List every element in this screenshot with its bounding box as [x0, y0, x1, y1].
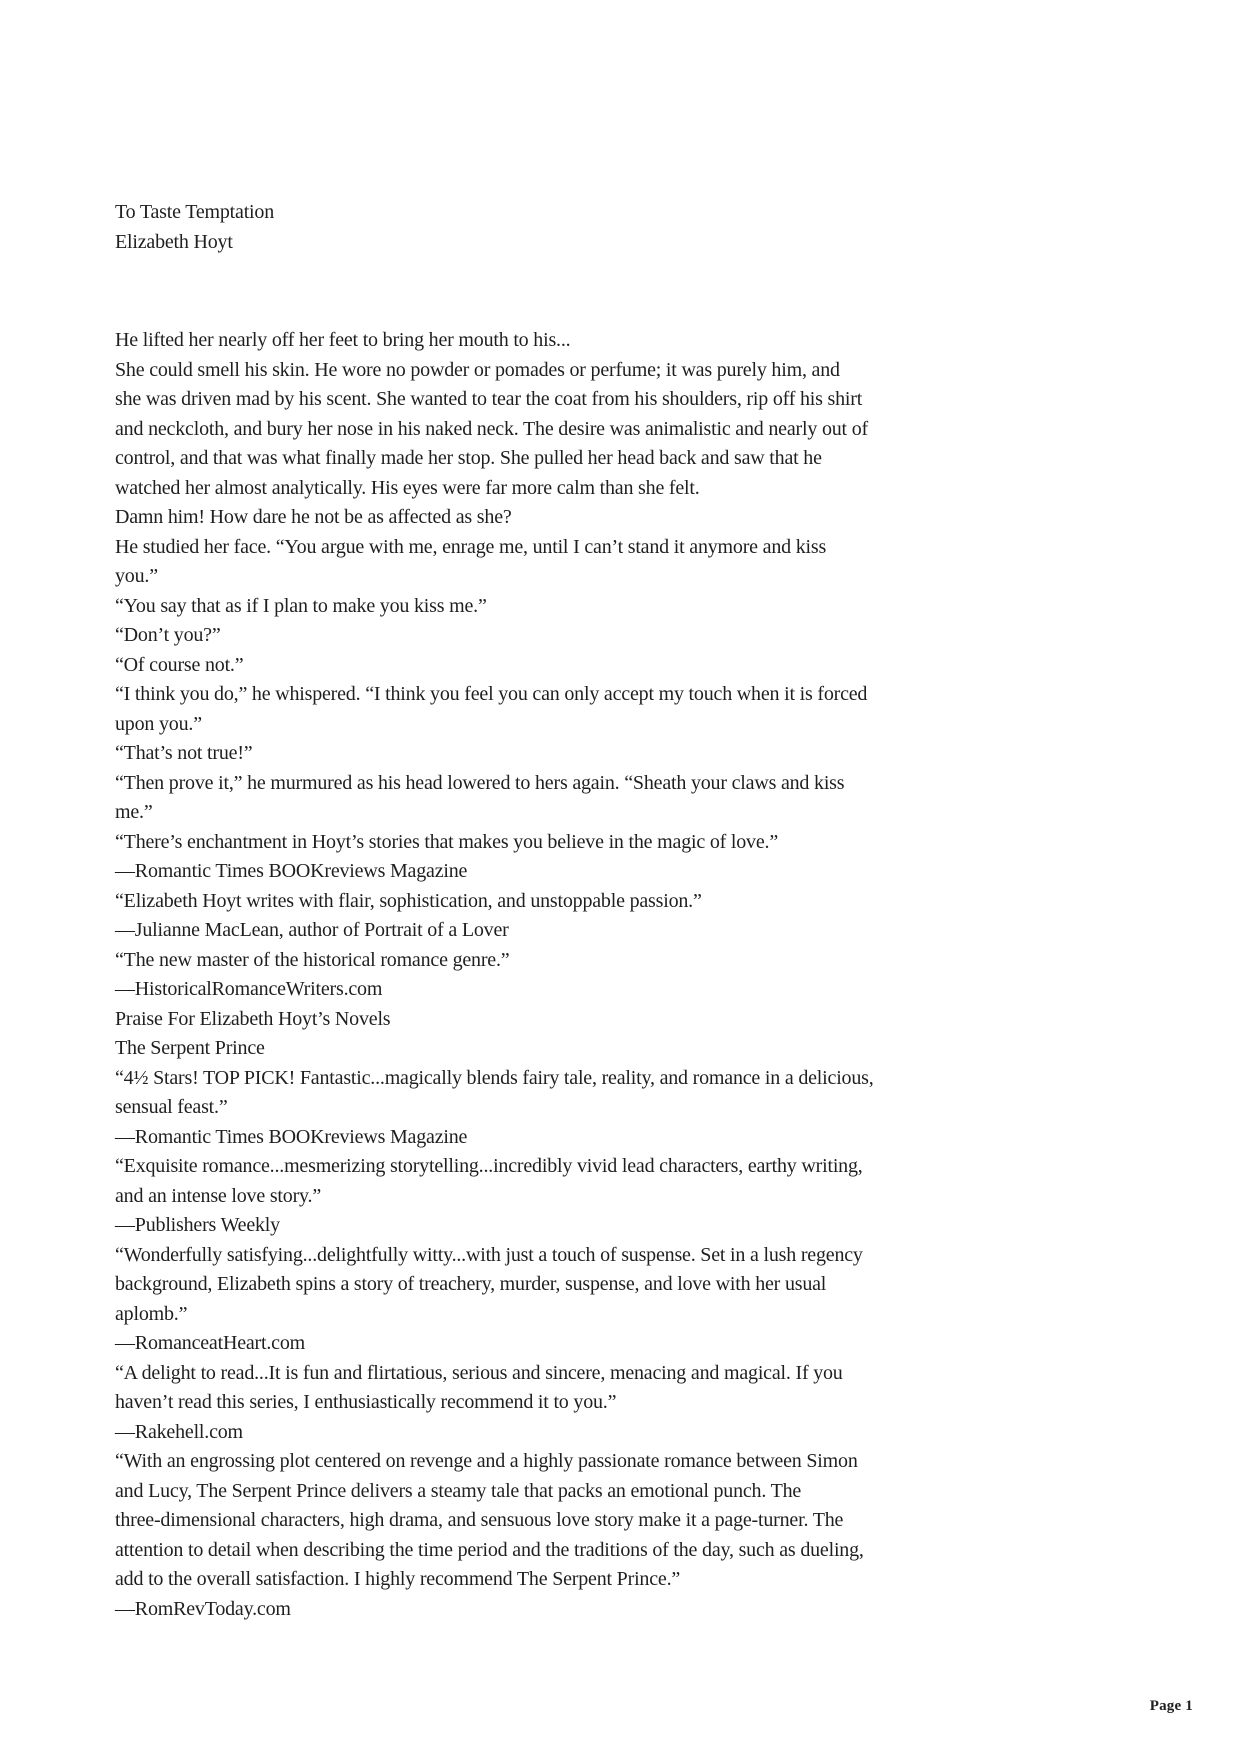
text-line: He studied her face. “You argue with me, enrage me, until I can’t stand it anymore and kiss [115, 535, 827, 558]
text-line: —Julianne MacLean, author of Portrait of a Lover [115, 919, 509, 941]
text-line: three-dimensional characters, high drama, and sensuous love story make it a page-turner. The [115, 1509, 844, 1531]
text-line: —RomRevToday.com [115, 1597, 291, 1620]
text-line: “Elizabeth Hoyt writes with flair, sophistication, and unstoppable passion.” [115, 889, 702, 912]
text-line: and neckcloth, and bury her nose in his naked neck. The desire was animalistic and nearly out of [115, 417, 868, 440]
text-line: —Publishers Weekly [115, 1214, 280, 1236]
text-line: “Of course not.” [115, 653, 244, 676]
text-line: “With an engrossing plot centered on revenge and a highly passionate romance between Simon [115, 1450, 858, 1472]
text-line: control, and that was what finally made her stop. She pulled her head back and saw that he [115, 447, 822, 469]
text-line: and Lucy, The Serpent Prince delivers a steamy tale that packs an emotional punch. The [115, 1479, 802, 1502]
text-line: “Wonderfully satisfying...delightfully witty...with just a touch of suspense. Set in a lush regency [115, 1243, 863, 1266]
text-line: He lifted her nearly off her feet to bring her mouth to his... [115, 329, 571, 351]
body-text [115, 326, 1035, 1624]
text-line: she was driven mad by his scent. She wanted to tear the coat from his shoulders, rip off his shirt [115, 388, 863, 410]
text-line: sensual feast.” [115, 1096, 228, 1118]
text-line: “Then prove it,” he murmured as his head lowered to hers again. “Sheath your claws and kiss [115, 771, 845, 794]
text-line: “A delight to read...It is fun and flirtatious, serious and sincere, menacing and magical. If you [115, 1361, 843, 1384]
text-line: —Rakehell.com [115, 1420, 243, 1443]
text-line: upon you.” [115, 712, 202, 735]
text-line: and an intense love story.” [115, 1184, 322, 1207]
title-block [115, 198, 1035, 257]
text-line: Damn him! How dare he not be as affected as she? [115, 506, 512, 528]
book-title: To Taste Temptation [115, 201, 275, 223]
text-line: She could smell his skin. He wore no powder or pomades or perfume; it was purely him, and [115, 358, 840, 381]
text-line: Praise For Elizabeth Hoyt’s Novels [115, 1007, 391, 1030]
text-line: “4½ Stars! TOP PICK! Fantastic...magically blends fairy tale, reality, and romance in a delicious, [115, 1066, 874, 1089]
text-line: “There’s enchantment in Hoyt’s stories that makes you believe in the magic of love.” [115, 830, 778, 853]
text-line: aplomb.” [115, 1302, 188, 1325]
text-line: “Exquisite romance...mesmerizing storytelling...incredibly vivid lead characters, earthy writing, [115, 1155, 863, 1177]
text-line: background, Elizabeth spins a story of treachery, murder, suspense, and love with her usual [115, 1273, 827, 1295]
text-line: The Serpent Prince [115, 1037, 265, 1059]
book-author: Elizabeth Hoyt [115, 230, 233, 253]
text-content [115, 198, 1035, 1624]
text-line: “The new master of the historical romance genre.” [115, 948, 510, 971]
text-line: me.” [115, 801, 153, 823]
text-line: you.” [115, 565, 158, 587]
text-line: “Don’t you?” [115, 624, 221, 646]
text-line: “I think you do,” he whispered. “I think you feel you can only accept my touch when it is forced [115, 683, 868, 705]
text-line: —Romantic Times BOOKreviews Magazine [115, 1125, 468, 1148]
text-line: haven’t read this series, I enthusiastically recommend it to you.” [115, 1391, 617, 1413]
text-line: attention to detail when describing the time period and the traditions of the day, such as dueling, [115, 1538, 864, 1561]
text-line: add to the overall satisfaction. I highly recommend The Serpent Prince.” [115, 1568, 681, 1590]
text-line: “That’s not true!” [115, 742, 253, 764]
text-line: —HistoricalRomanceWriters.com [115, 978, 383, 1000]
text-line: “You say that as if I plan to make you kiss me.” [115, 594, 487, 617]
text-line: watched her almost analytically. His eyes were far more calm than she felt. [115, 476, 700, 499]
text-line: —RomanceatHeart.com [115, 1332, 306, 1354]
page-number: Page 1 [1149, 1698, 1193, 1714]
text-line: —Romantic Times BOOKreviews Magazine [115, 860, 468, 882]
